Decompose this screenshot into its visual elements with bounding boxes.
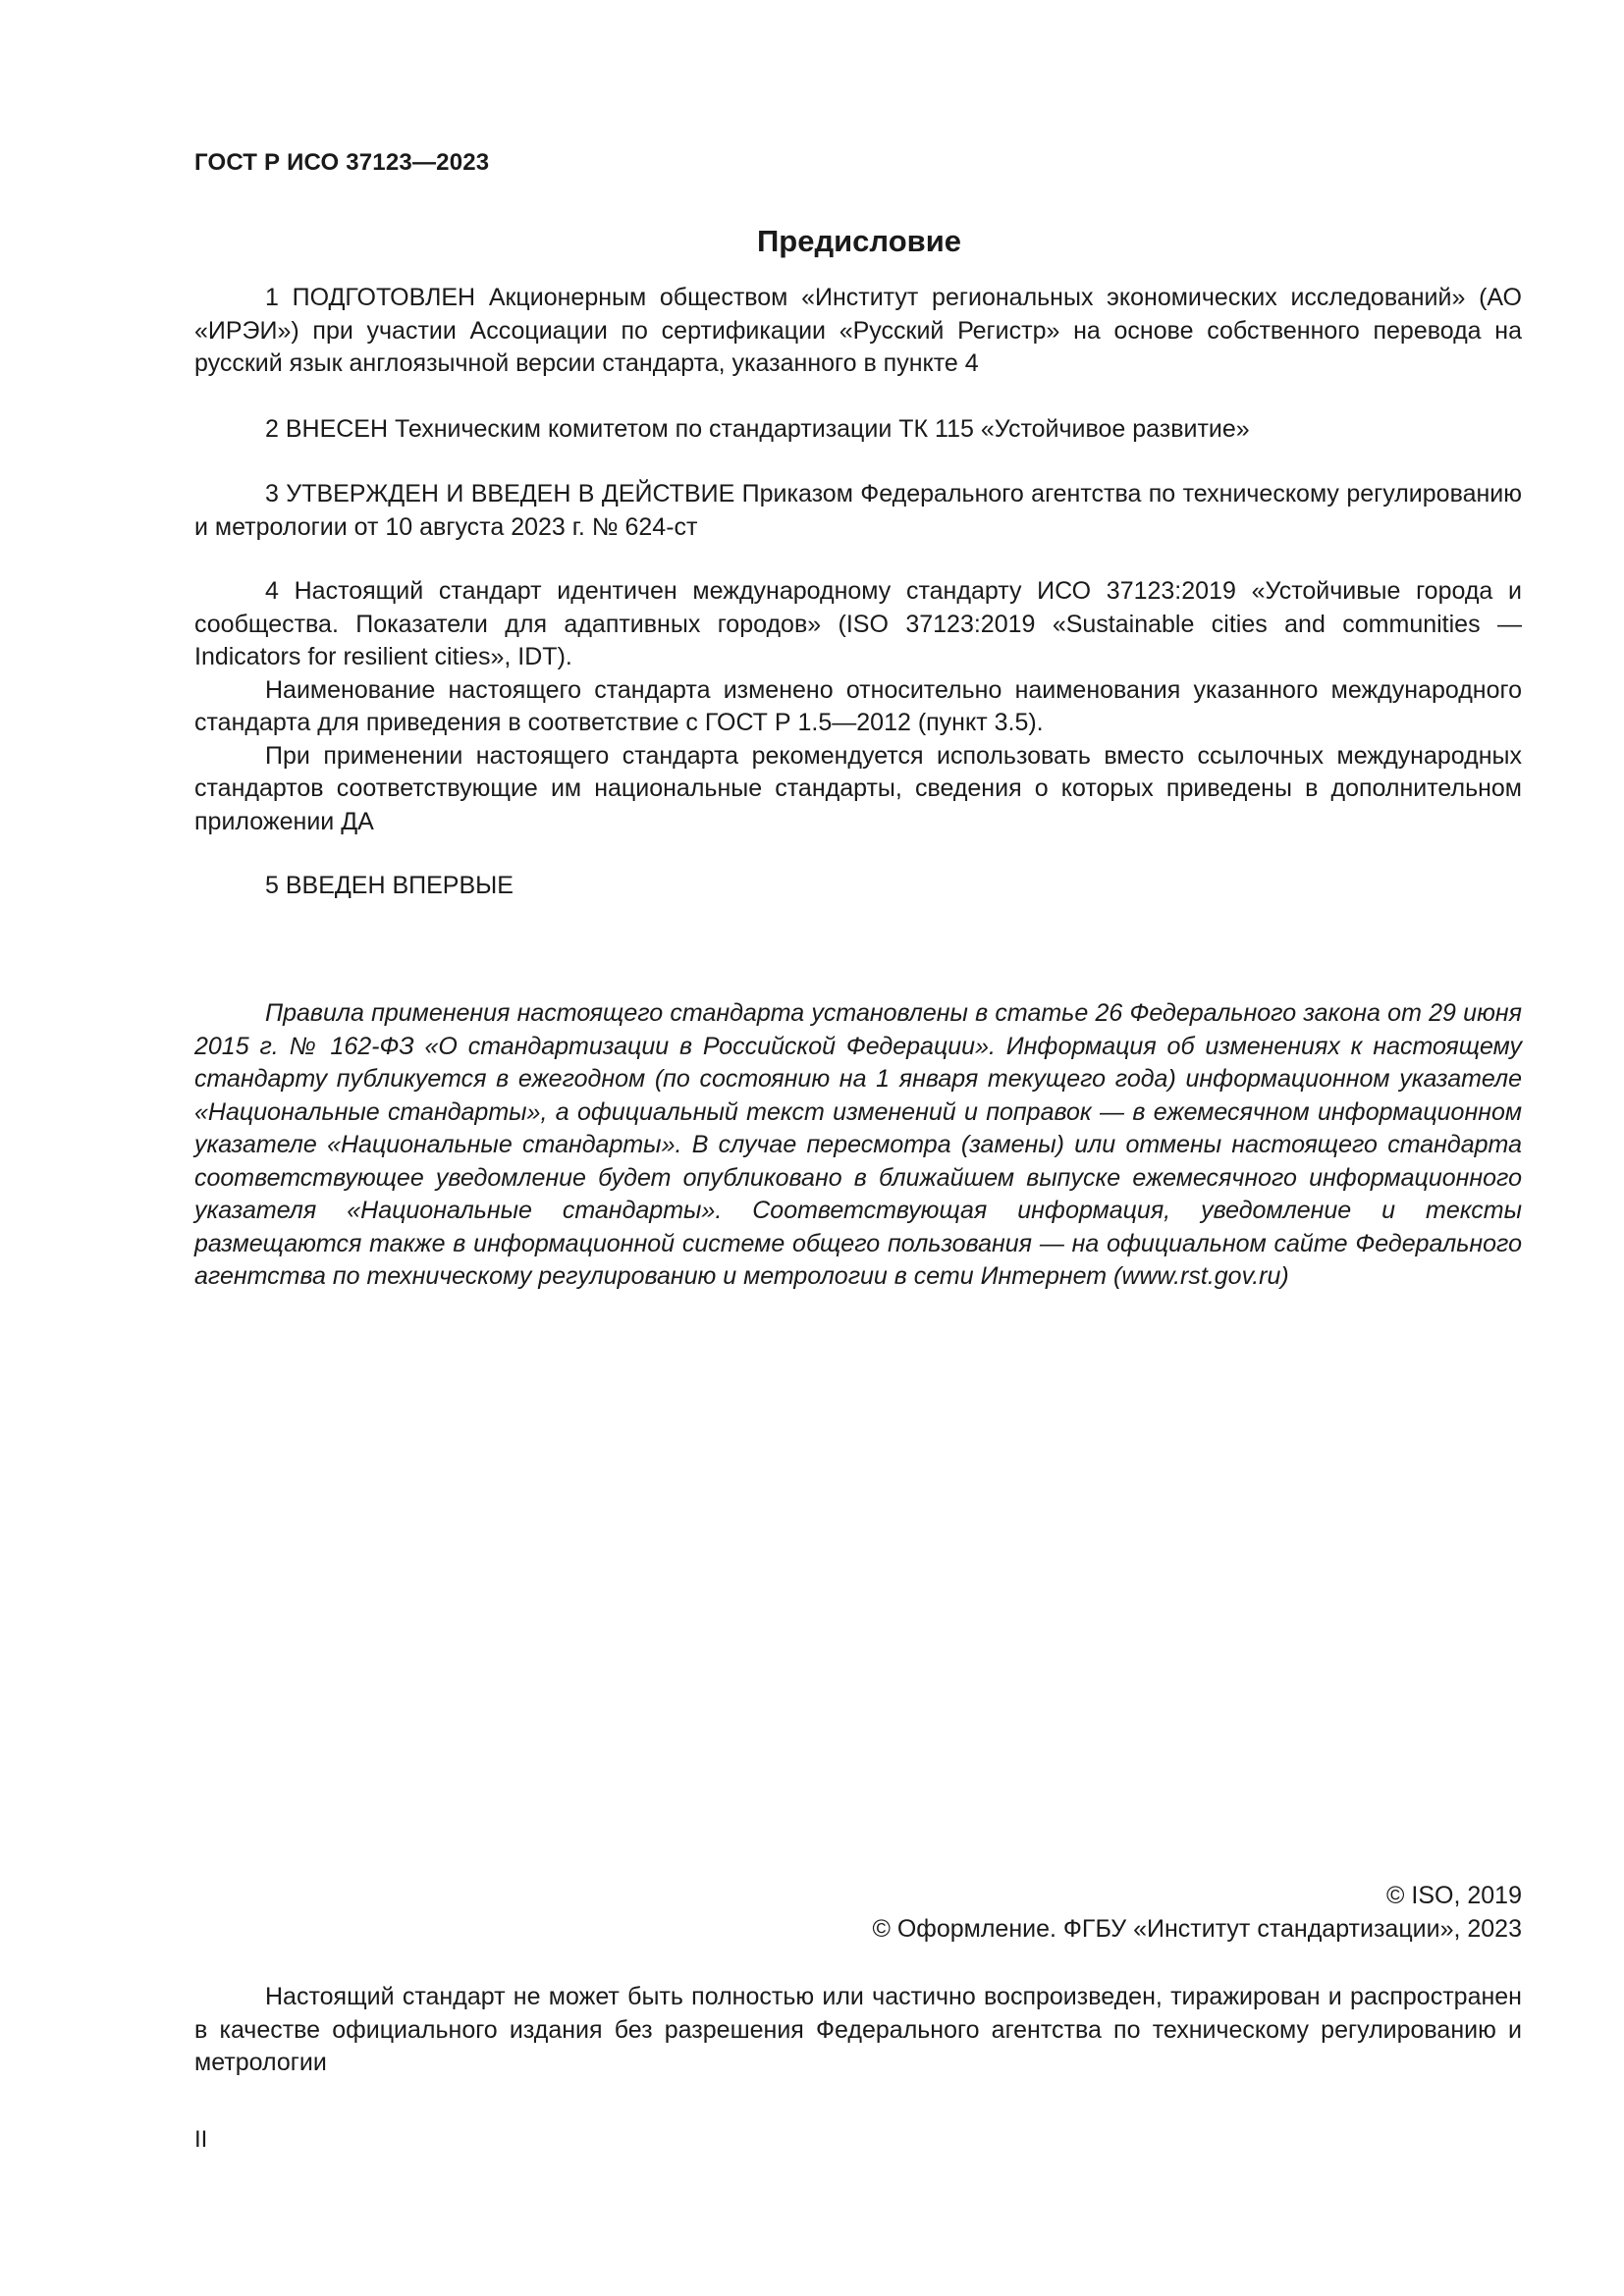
item-4-paragraph-2: Наименование настоящего стандарта изменено относительно наименования указанного международного стандарта для приведения в соответствие с ГОСТ Р 1.5—2012 (пункт 3.5). bbox=[194, 675, 1522, 736]
item-2-text: 2 ВНЕСЕН Техническим комитетом по стандартизации ТК 115 «Устойчивое развитие» bbox=[265, 415, 1250, 443]
page-title-wrap bbox=[0, 224, 1624, 259]
rules-note bbox=[194, 997, 1522, 1294]
section-item-3 bbox=[194, 478, 1522, 544]
page-number: II bbox=[194, 2126, 208, 2153]
section-item-4 bbox=[194, 575, 1522, 838]
reproduction-notice bbox=[194, 1981, 1522, 2080]
copyright-iso: © ISO, 2019 bbox=[1386, 1882, 1522, 1909]
copyright-design: © Оформление. ФГБУ «Институт стандартизации», 2023 bbox=[872, 1915, 1522, 1943]
section-item-1 bbox=[194, 282, 1522, 381]
section-item-5 bbox=[194, 870, 1522, 903]
section-item-2 bbox=[194, 413, 1522, 447]
item-4-paragraph-1: 4 Настоящий стандарт идентичен международному стандарту ИСО 37123:2019 «Устойчивые города и сообщества. Показатели для адаптивных городов» (ISO 37123:2019 «Sustainable cities and communities — Indicators for resilient cities», IDT). bbox=[194, 577, 1522, 670]
reproduction-notice-text: Настоящий стандарт не может быть полностью или частично воспроизведен, тиражирован и распространен в качестве официального издания без разрешения Федерального агентства по техническому регулированию и метрологии bbox=[194, 1983, 1522, 2076]
item-5-text: 5 ВВЕДЕН ВПЕРВЫЕ bbox=[265, 872, 514, 899]
item-3-text: 3 УТВЕРЖДЕН И ВВЕДЕН В ДЕЙСТВИЕ Приказом Федерального агентства по техническому регулированию и метрологии от 10 августа 2023 г. № 624-ст bbox=[194, 480, 1522, 541]
item-1-text: 1 ПОДГОТОВЛЕН Акционерным обществом «Институт региональных экономических исследований» (АО «ИРЭИ») при участии Ассоциации по сертификации «Русский Регистр» на основе собственного перевода на русский язык англоязычной версии стандарта, указанного в пункте 4 bbox=[194, 284, 1522, 377]
standard-code-header: ГОСТ Р ИСО 37123—2023 bbox=[194, 149, 490, 176]
page-title: Предисловие bbox=[756, 224, 961, 258]
rules-note-text: Правила применения настоящего стандарта установлены в статье 26 Федерального закона от 29 июня 2015 г. № 162-ФЗ «О стандартизации в Российской Федерации». Информация об изменениях к настоящему стандарту публикуется в ежегодном (по состоянию на 1 января текущего года) информационном указателе «Национальные стандарты», а официальный текст изменений и поправок — в ежемесячном информационном указателе «Национальные стандарты». В случае пересмотра (замены) или отмены настоящего стандарта соответствующее уведомление будет опубликовано в ближайшем выпуске ежемесячного информационного указателя «Национальные стандарты». Соответствующая информация, уведомление и тексты размещаются также в информационной системе общего пользования — на официальном сайте Федерального агентства по техническому регулированию и метрологии в сети Интернет (www.rst.gov.ru) bbox=[194, 999, 1522, 1290]
item-4-paragraph-3: При применении настоящего стандарта рекомендуется использовать вместо ссылочных международных стандартов соответствующие им национальные стандарты, сведения о которых приведены в дополнительном приложении ДА bbox=[194, 741, 1522, 835]
copyright-block bbox=[872, 1879, 1522, 1946]
